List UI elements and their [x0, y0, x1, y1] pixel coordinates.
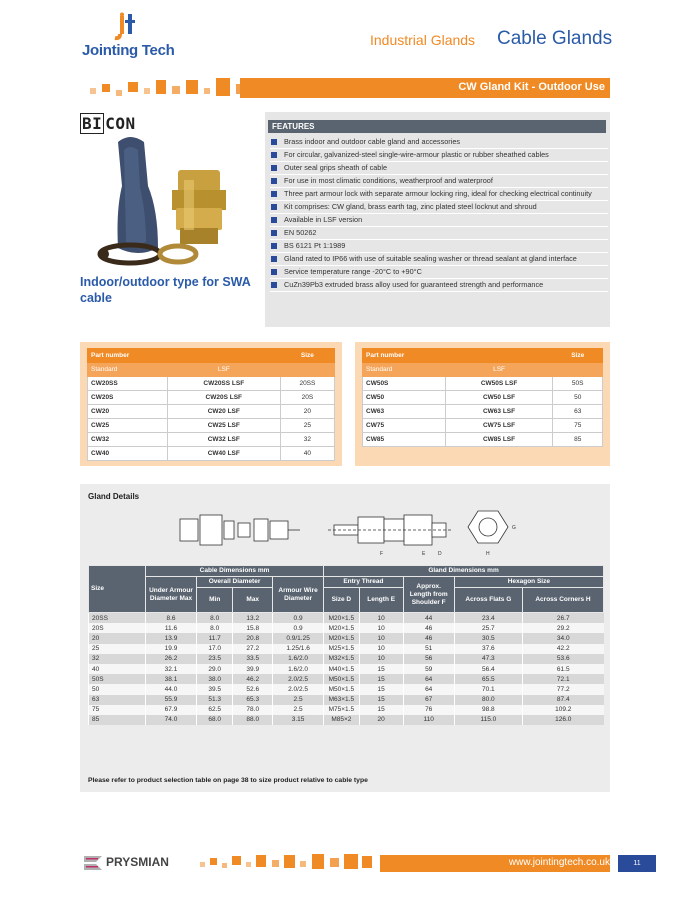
- value-cell: 1.6/2.0: [273, 664, 324, 674]
- value-cell: 56.4: [454, 664, 522, 674]
- gland-details-title: Gland Details: [88, 492, 140, 501]
- feature-item: For circular, galvanized-steel single-wire-armour plastic or rubber sheathed cables: [270, 149, 608, 162]
- value-cell: 46: [403, 633, 454, 643]
- value-cell: 46: [403, 623, 454, 633]
- bullet-icon: [271, 178, 277, 184]
- table-row: [89, 674, 604, 684]
- value-cell: M32×1.5: [324, 654, 360, 664]
- logo-text: Jointing Tech: [82, 42, 175, 59]
- size-header: Size: [553, 349, 603, 363]
- value-cell: 126.0: [523, 715, 604, 725]
- standard-header: Standard: [363, 363, 446, 377]
- size-cell: 85: [553, 433, 603, 447]
- gland-details-body: [89, 613, 604, 726]
- size-cell: 32: [89, 654, 146, 664]
- svg-text:F: F: [380, 551, 384, 557]
- svg-text:G: G: [512, 525, 516, 531]
- value-cell: 74.0: [146, 715, 197, 725]
- value-cell: 38.1: [146, 674, 197, 684]
- size-cell: 32: [280, 433, 334, 447]
- part-table-left: [87, 348, 335, 461]
- value-cell: 52.6: [233, 684, 273, 694]
- size-cell: 63: [89, 695, 146, 705]
- value-cell: 65.5: [454, 674, 522, 684]
- prysmian-brand-text: PRYSMIAN: [106, 855, 169, 869]
- standard-part-cell: CW50: [363, 391, 446, 405]
- value-cell: 67: [403, 695, 454, 705]
- lsf-header: LSF: [167, 363, 280, 377]
- cable-dimensions-header: Cable Dimensions mm: [146, 566, 324, 577]
- value-cell: 38.0: [197, 674, 233, 684]
- size-cell: 20S: [280, 391, 334, 405]
- website-link[interactable]: www.jointingtech.co.uk: [508, 857, 610, 868]
- value-cell: 11.7: [197, 633, 233, 643]
- svg-text:E: E: [422, 551, 426, 557]
- value-cell: 19.9: [146, 644, 197, 654]
- value-cell: 11.6: [146, 623, 197, 633]
- value-cell: M20×1.5: [324, 633, 360, 643]
- value-cell: M85×2: [324, 715, 360, 725]
- value-cell: 64: [403, 684, 454, 694]
- value-cell: 65.3: [233, 695, 273, 705]
- lsf-part-cell: CW40 LSF: [167, 447, 280, 461]
- product-title: Indoor/outdoor type for SWA cable: [80, 275, 251, 305]
- value-cell: M20×1.5: [324, 613, 360, 624]
- size-cell: 40: [280, 447, 334, 461]
- value-cell: 15: [359, 695, 403, 705]
- bicon-brand-logo: BI CON: [82, 114, 136, 133]
- feature-item: For use in most climatic conditions, weatherproof and waterproof: [270, 175, 608, 188]
- table-row: [89, 613, 604, 624]
- size-d-header: Size D: [324, 588, 360, 613]
- value-cell: 109.2: [523, 705, 604, 715]
- value-cell: 0.9/1.25: [273, 633, 324, 643]
- max-header: Max: [233, 588, 273, 613]
- value-cell: 1.6/2.0: [273, 654, 324, 664]
- value-cell: 44.0: [146, 684, 197, 694]
- table-row: [88, 419, 335, 433]
- bullet-icon: [271, 152, 277, 158]
- value-cell: 2.5: [273, 705, 324, 715]
- size-cell: 20SS: [280, 377, 334, 391]
- page-number: 11: [618, 855, 656, 872]
- part-table-right-body: [363, 377, 603, 447]
- value-cell: 15: [359, 674, 403, 684]
- value-cell: 13.2: [233, 613, 273, 624]
- size-cell: 75: [553, 419, 603, 433]
- across-flats-header: Across Flats G: [454, 588, 522, 613]
- standard-part-cell: CW20SS: [88, 377, 168, 391]
- value-cell: 15.8: [233, 623, 273, 633]
- value-cell: 51.3: [197, 695, 233, 705]
- table-row: [88, 447, 335, 461]
- under-armour-header: Under Armour Diameter Max: [146, 577, 197, 613]
- standard-part-cell: CW20S: [88, 391, 168, 405]
- value-cell: 25.7: [454, 623, 522, 633]
- value-cell: M63×1.5: [324, 695, 360, 705]
- value-cell: 26.2: [146, 654, 197, 664]
- table-row: [89, 695, 604, 705]
- features-heading: FEATURES: [268, 120, 606, 133]
- bullet-icon: [271, 256, 277, 262]
- size-cell: 50S: [553, 377, 603, 391]
- value-cell: M50×1.5: [324, 684, 360, 694]
- bullet-icon: [271, 191, 277, 197]
- lsf-part-cell: CW85 LSF: [445, 433, 553, 447]
- value-cell: 115.0: [454, 715, 522, 725]
- value-cell: 26.7: [523, 613, 604, 624]
- value-cell: 39.9: [233, 664, 273, 674]
- prysmian-logo: [82, 852, 187, 874]
- standard-part-cell: CW20: [88, 405, 168, 419]
- value-cell: 42.2: [523, 644, 604, 654]
- table-row: [88, 391, 335, 405]
- value-cell: 110: [403, 715, 454, 725]
- lsf-header: LSF: [445, 363, 553, 377]
- value-cell: 13.9: [146, 633, 197, 643]
- cable-gland-kit-image: [90, 130, 250, 270]
- value-cell: 62.5: [197, 705, 233, 715]
- gland-technical-drawing: [88, 505, 608, 559]
- value-cell: M20×1.5: [324, 623, 360, 633]
- part-table-left-body: [88, 377, 335, 461]
- value-cell: 10: [359, 644, 403, 654]
- features-list: [270, 136, 608, 292]
- value-cell: 10: [359, 623, 403, 633]
- size-cell: 20: [280, 405, 334, 419]
- value-cell: M40×1.5: [324, 664, 360, 674]
- standard-part-cell: CW85: [363, 433, 446, 447]
- size-cell: 85: [89, 715, 146, 725]
- bullet-icon: [271, 217, 277, 223]
- value-cell: 37.6: [454, 644, 522, 654]
- svg-text:D: D: [438, 551, 442, 557]
- standard-part-cell: CW75: [363, 419, 446, 433]
- value-cell: 0.9: [273, 623, 324, 633]
- value-cell: 76: [403, 705, 454, 715]
- lsf-part-cell: CW75 LSF: [445, 419, 553, 433]
- feature-item: Outer seal grips sheath of cable: [270, 162, 608, 175]
- bullet-icon: [271, 230, 277, 236]
- value-cell: 2.0/2.5: [273, 674, 324, 684]
- table-row: [363, 419, 603, 433]
- value-cell: 23.4: [454, 613, 522, 624]
- lsf-part-cell: CW25 LSF: [167, 419, 280, 433]
- lsf-part-cell: CW32 LSF: [167, 433, 280, 447]
- table-row: [363, 377, 603, 391]
- value-cell: 20: [359, 715, 403, 725]
- value-cell: 88.0: [233, 715, 273, 725]
- across-corners-header: Across Corners H: [523, 588, 604, 613]
- value-cell: 47.3: [454, 654, 522, 664]
- table-row: [363, 405, 603, 419]
- standard-part-cell: CW63: [363, 405, 446, 419]
- value-cell: 2.0/2.5: [273, 684, 324, 694]
- bullet-icon: [271, 204, 277, 210]
- value-cell: 87.4: [523, 695, 604, 705]
- size-cell: 50: [89, 684, 146, 694]
- banner-title: CW Gland Kit - Outdoor Use: [458, 81, 605, 93]
- value-cell: 68.0: [197, 715, 233, 725]
- section-title: Industrial Glands: [370, 32, 476, 48]
- value-cell: 20.8: [233, 633, 273, 643]
- value-cell: 51: [403, 644, 454, 654]
- size-cell: 20: [89, 633, 146, 643]
- value-cell: 1.25/1.6: [273, 644, 324, 654]
- value-cell: 46.2: [233, 674, 273, 684]
- size-cell: 50S: [89, 674, 146, 684]
- size-col-header: Size: [89, 566, 146, 613]
- feature-item: EN 50262: [270, 227, 608, 240]
- feature-item: Available in LSF version: [270, 214, 608, 227]
- size-header: Size: [280, 349, 334, 363]
- gland-details-table: [88, 565, 604, 725]
- approx-length-header: Approx. Length from Shoulder F: [403, 577, 454, 613]
- value-cell: 56: [403, 654, 454, 664]
- value-cell: 29.2: [523, 623, 604, 633]
- value-cell: 53.6: [523, 654, 604, 664]
- gland-dimensions-header: Gland Dimensions mm: [324, 566, 604, 577]
- page-title: Cable Glands: [497, 28, 613, 49]
- value-cell: M50×1.5: [324, 674, 360, 684]
- gland-details-note: Please refer to product selection table on page 38 to size product relative to cable type: [88, 777, 368, 784]
- value-cell: 23.5: [197, 654, 233, 664]
- standard-header: Standard: [88, 363, 168, 377]
- bullet-icon: [271, 282, 277, 288]
- value-cell: 27.2: [233, 644, 273, 654]
- standard-part-cell: CW40: [88, 447, 168, 461]
- length-e-header: Length E: [359, 588, 403, 613]
- value-cell: M75×1.5: [324, 705, 360, 715]
- value-cell: 78.0: [233, 705, 273, 715]
- standard-part-cell: CW32: [88, 433, 168, 447]
- lsf-part-cell: CW63 LSF: [445, 405, 553, 419]
- value-cell: 59: [403, 664, 454, 674]
- bullet-icon: [271, 165, 277, 171]
- feature-item: Gland rated to IP66 with use of suitable sealing washer or thread sealant at gland interface: [270, 253, 608, 266]
- value-cell: 67.9: [146, 705, 197, 715]
- size-cell: 25: [280, 419, 334, 433]
- lsf-part-cell: CW20SS LSF: [167, 377, 280, 391]
- value-cell: 33.5: [233, 654, 273, 664]
- value-cell: M25×1.5: [324, 644, 360, 654]
- table-row: [89, 644, 604, 654]
- value-cell: 39.5: [197, 684, 233, 694]
- value-cell: 80.0: [454, 695, 522, 705]
- lsf-part-cell: CW20 LSF: [167, 405, 280, 419]
- armour-wire-header: Armour Wire Diameter: [273, 577, 324, 613]
- size-cell: 63: [553, 405, 603, 419]
- feature-item: Brass indoor and outdoor cable gland and accessories: [270, 136, 608, 149]
- value-cell: 10: [359, 613, 403, 624]
- value-cell: 8.6: [146, 613, 197, 624]
- value-cell: 72.1: [523, 674, 604, 684]
- value-cell: 34.0: [523, 633, 604, 643]
- table-row: [88, 377, 335, 391]
- lsf-part-cell: CW20S LSF: [167, 391, 280, 405]
- feature-item: CuZn39Pb3 extruded brass alloy used for guaranteed strength and performance: [270, 279, 608, 292]
- feature-item: Three part armour lock with separate armour locking ring, ideal for checking electrical continuity: [270, 188, 608, 201]
- standard-part-cell: CW50S: [363, 377, 446, 391]
- table-row: [89, 654, 604, 664]
- value-cell: 10: [359, 633, 403, 643]
- value-cell: 8.0: [197, 623, 233, 633]
- table-row: [89, 623, 604, 633]
- value-cell: 30.5: [454, 633, 522, 643]
- value-cell: 15: [359, 684, 403, 694]
- value-cell: 61.5: [523, 664, 604, 674]
- part-table-right: [362, 348, 603, 447]
- size-cell: 20SS: [89, 613, 146, 624]
- hexagon-size-header: Hexagon Size: [454, 577, 603, 588]
- part-number-header: Part number: [363, 349, 553, 363]
- value-cell: 55.9: [146, 695, 197, 705]
- table-row: [88, 433, 335, 447]
- standard-part-cell: CW25: [88, 419, 168, 433]
- min-header: Min: [197, 588, 233, 613]
- size-cell: 40: [89, 664, 146, 674]
- bullet-icon: [271, 243, 277, 249]
- table-row: [89, 633, 604, 643]
- entry-thread-header: Entry Thread: [324, 577, 404, 588]
- lsf-part-cell: CW50 LSF: [445, 391, 553, 405]
- value-cell: 17.0: [197, 644, 233, 654]
- table-row: [89, 664, 604, 674]
- table-row: [88, 405, 335, 419]
- value-cell: 0.9: [273, 613, 324, 624]
- value-cell: 3.15: [273, 715, 324, 725]
- value-cell: 32.1: [146, 664, 197, 674]
- bullet-icon: [271, 269, 277, 275]
- lsf-part-cell: CW50S LSF: [445, 377, 553, 391]
- size-cell: 20S: [89, 623, 146, 633]
- feature-item: Service temperature range -20°C to +90°C: [270, 266, 608, 279]
- jointing-tech-logo-icon: [112, 12, 142, 42]
- feature-item: Kit comprises: CW gland, brass earth tag, zinc plated steel locknut and shroud: [270, 201, 608, 214]
- table-row: [89, 715, 604, 725]
- value-cell: 98.8: [454, 705, 522, 715]
- part-number-header: Part number: [88, 349, 281, 363]
- value-cell: 2.5: [273, 695, 324, 705]
- svg-text:H: H: [486, 551, 490, 557]
- value-cell: 64: [403, 674, 454, 684]
- value-cell: 29.0: [197, 664, 233, 674]
- value-cell: 70.1: [454, 684, 522, 694]
- table-row: [89, 684, 604, 694]
- overall-diameter-header: Overall Diameter: [197, 577, 273, 588]
- bullet-icon: [271, 139, 277, 145]
- value-cell: 8.0: [197, 613, 233, 624]
- table-row: [363, 433, 603, 447]
- feature-item: BS 6121 Pt 1:1989: [270, 240, 608, 253]
- table-row: [89, 705, 604, 715]
- value-cell: 44: [403, 613, 454, 624]
- value-cell: 15: [359, 705, 403, 715]
- value-cell: 15: [359, 664, 403, 674]
- size-cell: 75: [89, 705, 146, 715]
- table-row: [363, 391, 603, 405]
- value-cell: 77.2: [523, 684, 604, 694]
- size-cell: 50: [553, 391, 603, 405]
- value-cell: 10: [359, 654, 403, 664]
- size-cell: 25: [89, 644, 146, 654]
